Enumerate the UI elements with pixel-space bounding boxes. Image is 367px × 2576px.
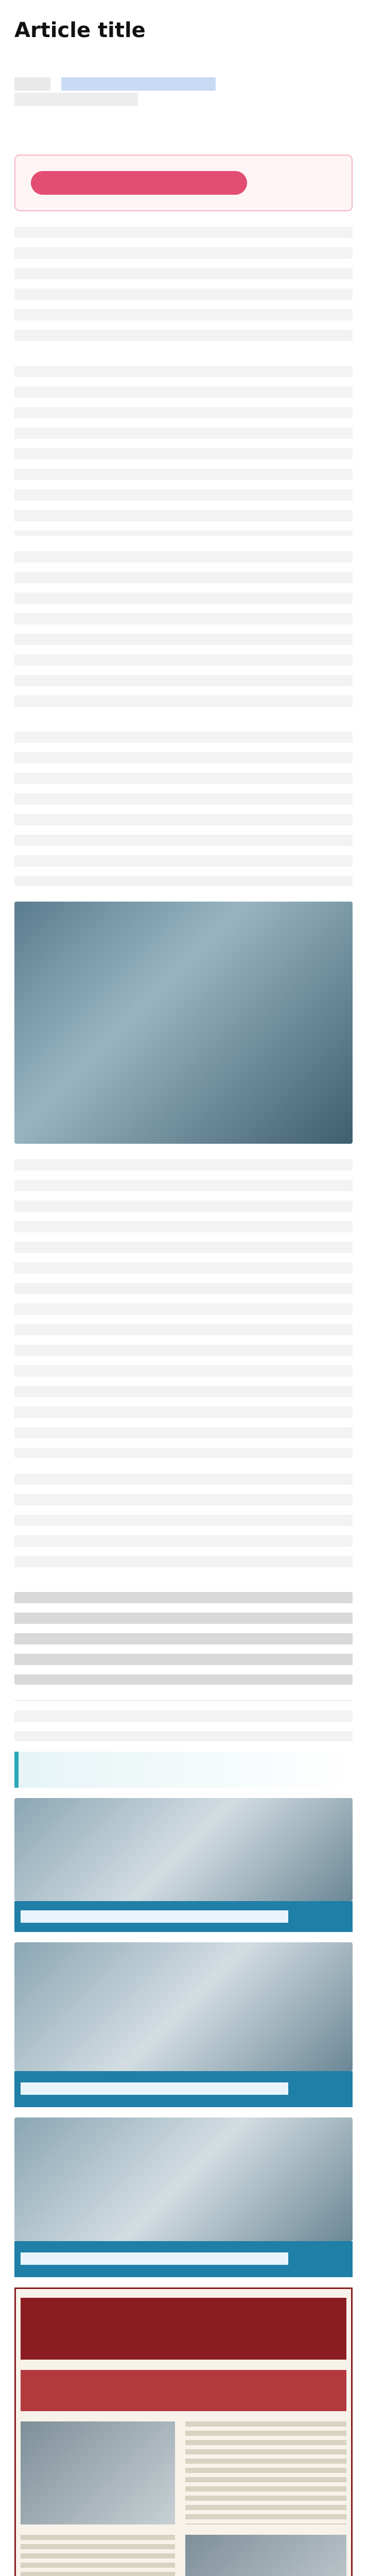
author-placeholder bbox=[14, 77, 50, 91]
newspaper-column-2 bbox=[21, 2535, 175, 2576]
related-section-header bbox=[14, 1752, 353, 1788]
paragraph-4 bbox=[14, 732, 353, 886]
date-placeholder bbox=[14, 93, 138, 106]
related-caption-1-text bbox=[21, 1910, 288, 1923]
paragraph-6 bbox=[14, 1473, 353, 1577]
article-meta bbox=[14, 77, 353, 98]
paragraph-3 bbox=[14, 551, 353, 716]
newspaper-masthead bbox=[21, 2298, 346, 2360]
article-title: Article title bbox=[14, 19, 146, 42]
related-image-1[interactable] bbox=[14, 1798, 353, 1901]
newspaper-photo-1 bbox=[21, 2421, 175, 2524]
newspaper-photo-2 bbox=[185, 2535, 346, 2576]
newspaper-column-1 bbox=[185, 2421, 346, 2524]
account-link-placeholder[interactable] bbox=[61, 77, 216, 91]
section-tag bbox=[31, 171, 247, 195]
paragraph-5 bbox=[14, 1159, 353, 1458]
newspaper-headline-band bbox=[21, 2370, 346, 2411]
paragraph-1 bbox=[14, 227, 353, 350]
related-caption-3-text bbox=[21, 2252, 288, 2265]
closing-paragraph bbox=[14, 1592, 353, 1685]
credits-line bbox=[14, 1710, 353, 1741]
paragraph-2 bbox=[14, 366, 353, 536]
divider bbox=[14, 1700, 353, 1701]
article-photo bbox=[14, 902, 353, 1144]
related-caption-2-text bbox=[21, 2082, 288, 2095]
related-image-3[interactable] bbox=[14, 2117, 353, 2241]
related-image-2[interactable] bbox=[14, 1942, 353, 2071]
